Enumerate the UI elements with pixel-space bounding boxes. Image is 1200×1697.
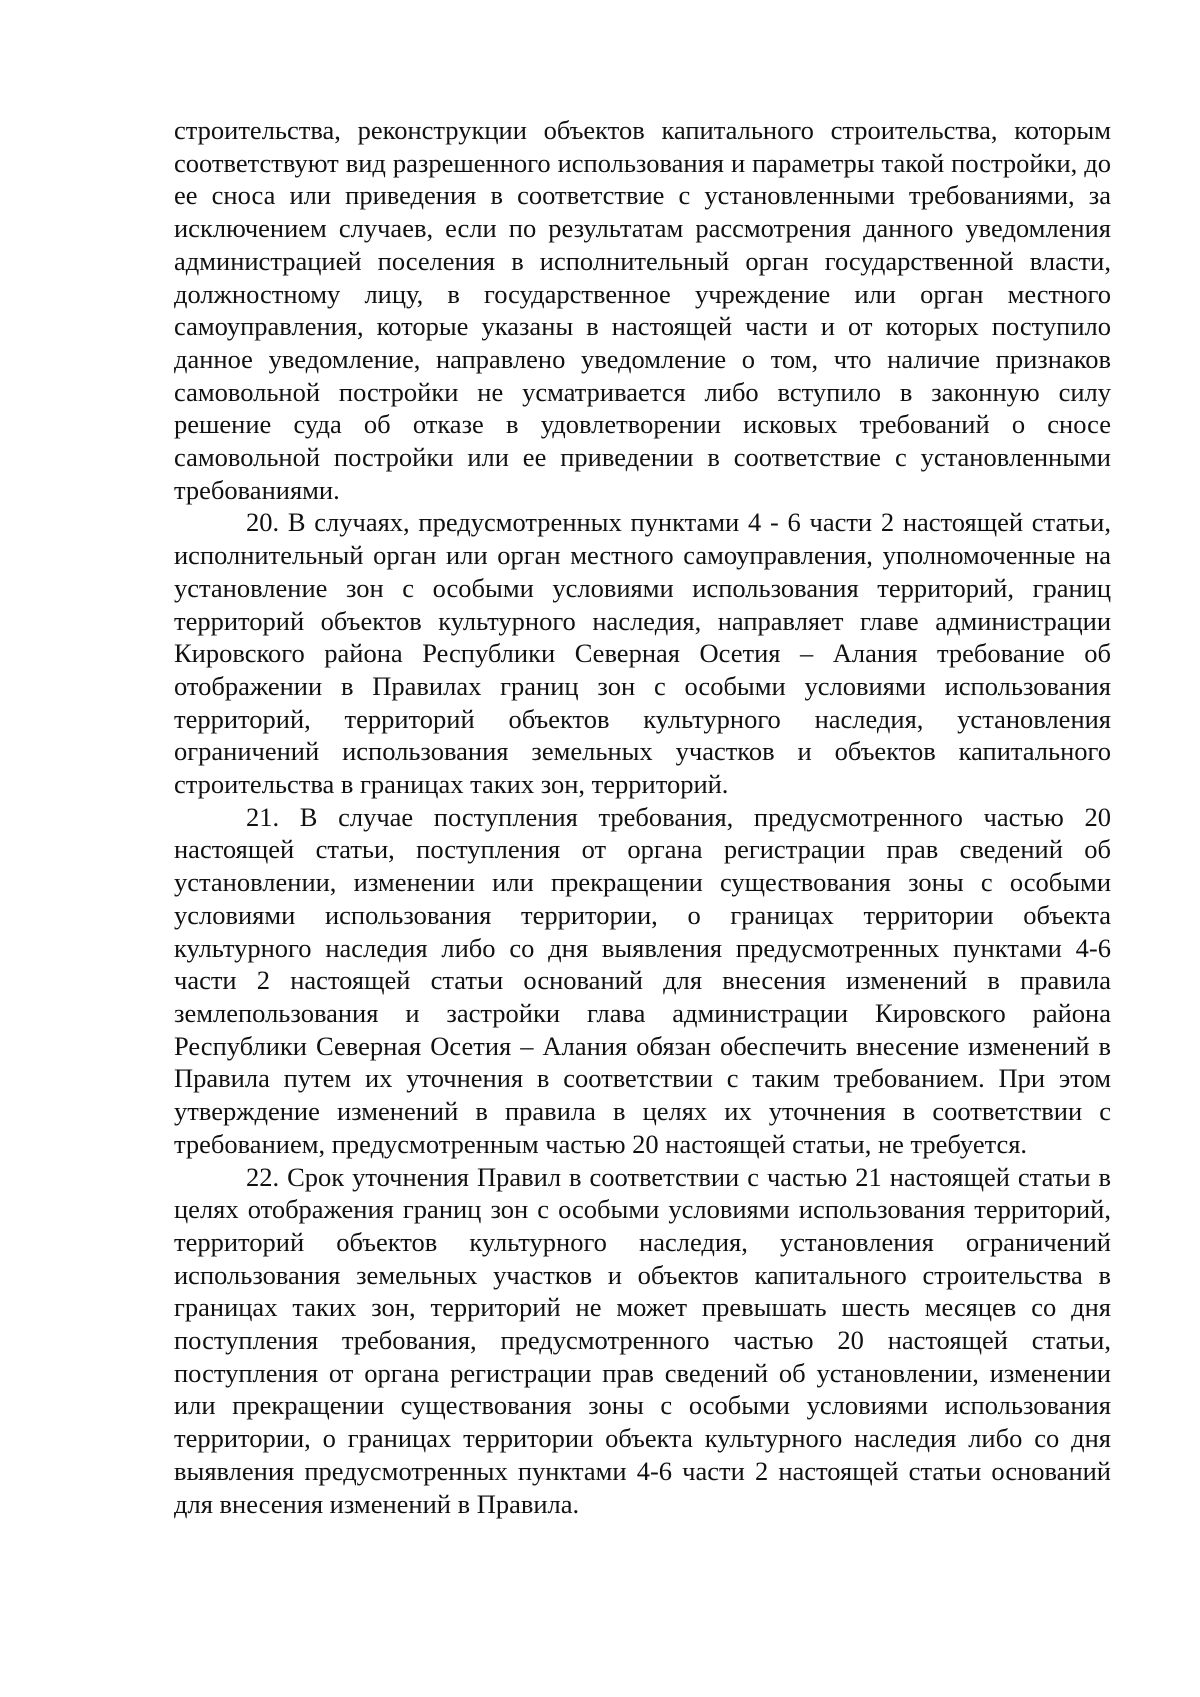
- paragraph-20: 20. В случаях, предусмотренных пунктами 4 - 6 части 2 настоящей статьи, исполнительный орган или орган местного самоуправления, уполномоченные на установление зон с особыми условиями использования территорий, границ территорий объектов культурного наследия, направляет главе администрации Кировского района Республики Северная Осетия – Алания требование об отображении в Правилах границ зон с особыми условиями использования территорий, территорий объектов культурного наследия, установления ограничений использования земельных участков и объектов капитального строительства в границах таких зон, территорий.: [174, 507, 1111, 800]
- paragraph-21: 21. В случае поступления требования, предусмотренного частью 20 настоящей статьи, поступления от органа регистрации прав сведений об установлении, изменении или прекращении существования зоны с особыми условиями использования территории, о границах территории объекта культурного наследия либо со дня выявления предусмотренных пунктами 4-6 части 2 настоящей статьи оснований для внесения изменений в правила землепользования и застройки глава администрации Кировского района Республики Северная Осетия – Алания обязан обеспечить внесение изменений в Правила путем их уточнения в соответствии с таким требованием. При этом утверждение изменений в правила в целях их уточнения в соответствии с требованием, предусмотренным частью 20 настоящей статьи, не требуется.: [174, 801, 1111, 1159]
- paragraph-continuation: строительства, реконструкции объектов капитального строительства, которым соответствуют вид разрешенного использования и параметры такой постройки, до ее сноса или приведения в соответствие с установленными требованиями, за исключением случаев, если по результатам рассмотрения данного уведомления администрацией поселения в исполнительный орган государственной власти, должностному лицу, в государственное учреждение или орган местного самоуправления, которые указаны в настоящей части и от которых поступило данное уведомление, направлено уведомление о том, что наличие признаков самовольной постройки не усматривается либо вступило в законную силу решение суда об отказе в удовлетворении исковых требований о сносе самовольной постройки или ее приведении в соответствие с установленными требованиями.: [174, 115, 1111, 505]
- paragraph-22: 22. Срок уточнения Правил в соответствии с частью 21 настоящей статьи в целях отображения границ зон с особыми условиями использования территорий, территорий объектов культурного наследия, установления ограничений использования земельных участков и объектов капитального строительства в границах таких зон, территорий не может превышать шесть месяцев со дня поступления требования, предусмотренного частью 20 настоящей статьи, поступления от органа регистрации прав сведений об установлении, изменении или прекращении существования зоны с особыми условиями использования территории, о границах территории объекта культурного наследия либо со дня выявления предусмотренных пунктами 4-6 части 2 настоящей статьи оснований для внесения изменений в Правила.: [174, 1161, 1111, 1519]
- document-body: [174, 114, 1111, 1520]
